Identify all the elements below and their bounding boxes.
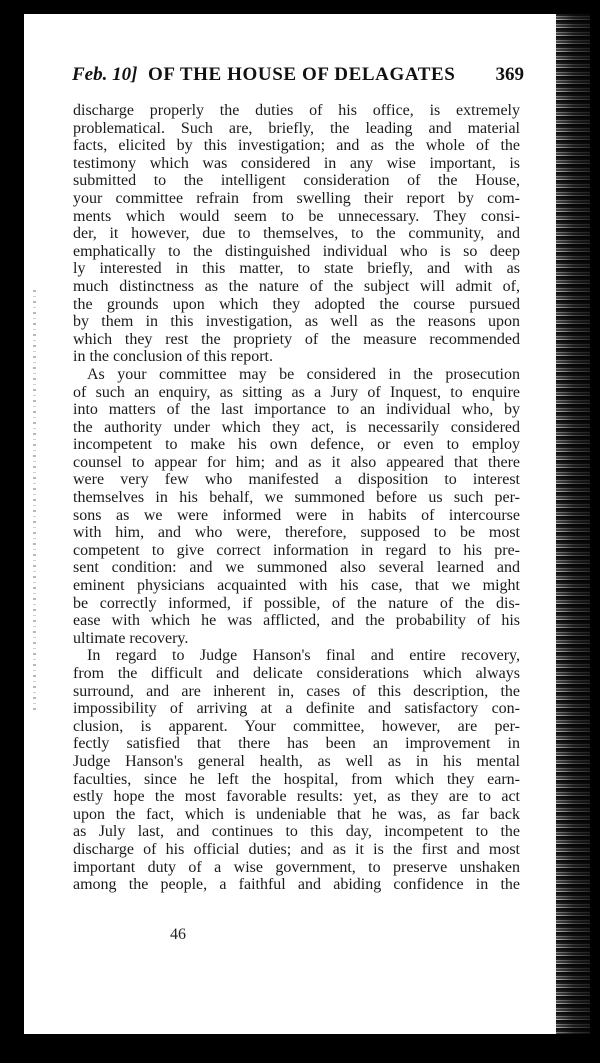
text-line: of such an enquiry, as sitting as a Jury of Inquest, to enquire — [73, 383, 520, 401]
text-line: facts, elicited by this investigation; and as the whole of the — [73, 137, 520, 155]
text-line: which they rest the propriety of the measure recommended — [73, 330, 520, 348]
scan-artifact — [33, 290, 36, 710]
text-line: In regard to Judge Hanson's final and entire recovery, — [87, 647, 520, 665]
text-line: into matters of the last importance to an individual who, by — [73, 401, 520, 419]
header-date: Feb. 10] — [72, 64, 138, 85]
text-line: submitted to the intelligent consideration of the House, — [73, 172, 520, 190]
text-line: be correctly informed, if possible, of the nature of the dis- — [73, 594, 520, 612]
body-text — [73, 102, 520, 894]
text-line: as July last, and continues to this day, incompetent to the — [73, 823, 520, 841]
text-line: with him, and who were, therefore, supposed to be most — [73, 524, 520, 542]
text-line: impossibility of arriving at a definite and satisfactory con- — [73, 700, 520, 718]
text-line: competent to give correct information in regard to his pre- — [73, 541, 520, 559]
text-line: Judge Hanson's general health, as well as in his mental — [73, 752, 520, 770]
text-line: themselves in his behalf, we summoned before us such per- — [73, 489, 520, 507]
page-number: 369 — [495, 64, 524, 85]
text-line: discharge of his official duties; and as it is the first and most — [73, 840, 520, 858]
text-line: were very few who manifested a disposition to interest — [73, 471, 520, 489]
text-line: among the people, a faithful and abiding confidence in the — [73, 876, 520, 894]
text-line: clusion, is apparent. Your committee, however, are per- — [73, 717, 520, 735]
text-line: As your committee may be considered in the prosecution — [87, 365, 520, 383]
text-line: ly interested in this matter, to state briefly, and with as — [73, 260, 520, 278]
text-line: faculties, since he left the hospital, from which they earn- — [73, 770, 520, 788]
text-line: sent condition: and we summoned also several learned and — [73, 559, 520, 577]
text-line: important duty of a wise government, to preserve unshaken — [73, 858, 520, 876]
text-line: from the difficult and delicate considerations which always — [73, 665, 520, 682]
text-line: testimony which was considered in any wise important, is — [73, 154, 520, 172]
paragraph — [73, 647, 520, 893]
signature-mark: 46 — [170, 926, 186, 943]
text-line: discharge properly the duties of his office, is extremely — [73, 102, 520, 119]
text-line: much distinctness as the nature of the subject will admit of, — [73, 277, 520, 295]
text-line: upon the fact, which is undeniable that he was, as far back — [73, 805, 520, 823]
text-line: ments which would seem to be unnecessary. They consi- — [73, 207, 520, 225]
paragraph — [73, 366, 520, 648]
text-line: der, it however, due to themselves, to the community, and — [73, 225, 520, 243]
text-line: incompetent to make his own defence, or even to employ — [73, 436, 520, 454]
header-title: OF THE HOUSE OF DELAGATES — [148, 64, 456, 85]
text-line: counsel to appear for him; and as it also appeared that there — [73, 453, 520, 471]
text-line: emphatically to the distinguished individual who is so deep — [73, 242, 520, 260]
text-line: the authority under which they act, is necessarily considered — [73, 418, 520, 436]
text-line: in the conclusion of this report. — [73, 348, 273, 366]
running-header — [72, 64, 524, 88]
text-line: by them in this investigation, as well as the reasons upon — [73, 313, 520, 331]
text-line: ease with which he was afflicted, and the probability of his — [73, 612, 520, 630]
text-line: sons as we were informed were in habits of intercourse — [73, 506, 520, 524]
paragraph — [73, 102, 520, 366]
text-line: your committee refrain from swelling their report by com- — [73, 189, 520, 207]
text-line: ultimate recovery. — [73, 629, 189, 647]
text-line: surround, and are inherent in, cases of this description, the — [73, 682, 520, 700]
scan-border — [590, 0, 600, 1063]
text-line: fectly satisfied that there has been an improvement in — [73, 735, 520, 753]
text-line: the grounds upon which they adopted the course pursued — [73, 295, 520, 313]
text-line: problematical. Such are, briefly, the leading and material — [73, 119, 520, 137]
text-line: estly hope the most favorable results: yet, as they are to act — [73, 788, 520, 806]
text-line: eminent physicians acquainted with his case, that we might — [73, 577, 520, 595]
